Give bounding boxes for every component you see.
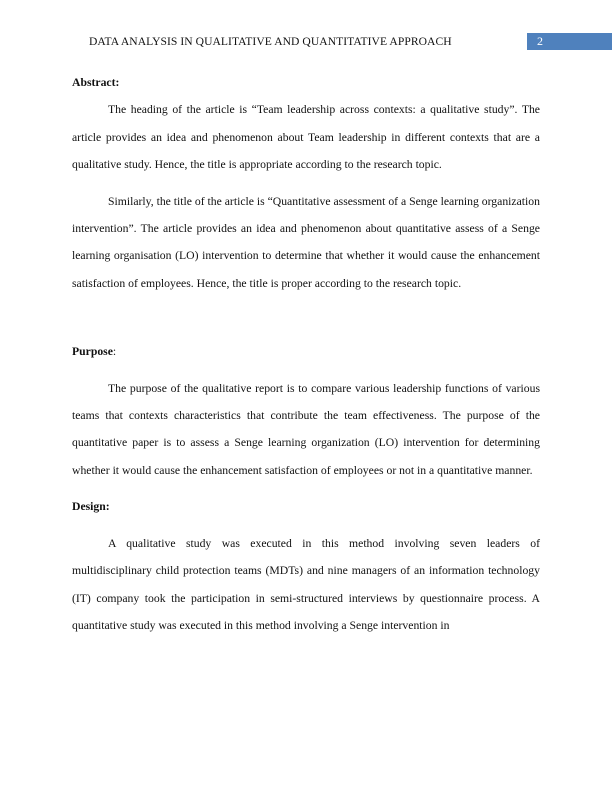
purpose-paragraph: The purpose of the qualitative report is to compare various leadership functions of various teams that contexts characteristics that contribute the team effectiveness. The purpose of the quantitative paper is to assess a Senge learning organization (LO) intervention for determining whether it would cause the enhancement satisfaction of employees or not in a quantitative manner. bbox=[72, 381, 540, 477]
design-paragraph: A qualitative study was executed in this method involving seven leaders of multidisciplinary child protection teams (MDTs) and nine managers of an information technology (IT) company took the participation in semi-structured interviews by questionnaire process. A quantitative study was executed in this method involving a Senge intervention in bbox=[72, 536, 540, 632]
purpose-heading-text: Purpose bbox=[72, 345, 113, 359]
abstract-heading: Abstract: bbox=[72, 76, 120, 89]
page-number-badge bbox=[527, 33, 612, 50]
header-title: DATA ANALYSIS IN QUALITATIVE AND QUANTITATIVE APPROACH bbox=[89, 35, 452, 48]
purpose-heading bbox=[72, 338, 540, 365]
page-number: 2 bbox=[537, 34, 543, 48]
document-body bbox=[72, 69, 540, 639]
design-heading: Design: bbox=[72, 500, 110, 514]
abstract-paragraph-1: The heading of the article is “Team leadership across contexts: a qualitative study”. The article provides an idea and phenomenon about Team leadership in different contexts that are a qualitative study. Hence, the title is appropriate according to the research topic. bbox=[72, 103, 540, 172]
abstract-paragraph-2: Similarly, the title of the article is “Quantitative assessment of a Senge learning organization intervention”. The article provides an idea and phenomenon about quantitative assess of a Senge learning organisation (LO) intervention to determine that whether it would cause the enhancement satisfaction of employees. Hence, the title is proper according to the research topic. bbox=[72, 194, 540, 290]
purpose-heading-colon: : bbox=[112, 345, 117, 359]
